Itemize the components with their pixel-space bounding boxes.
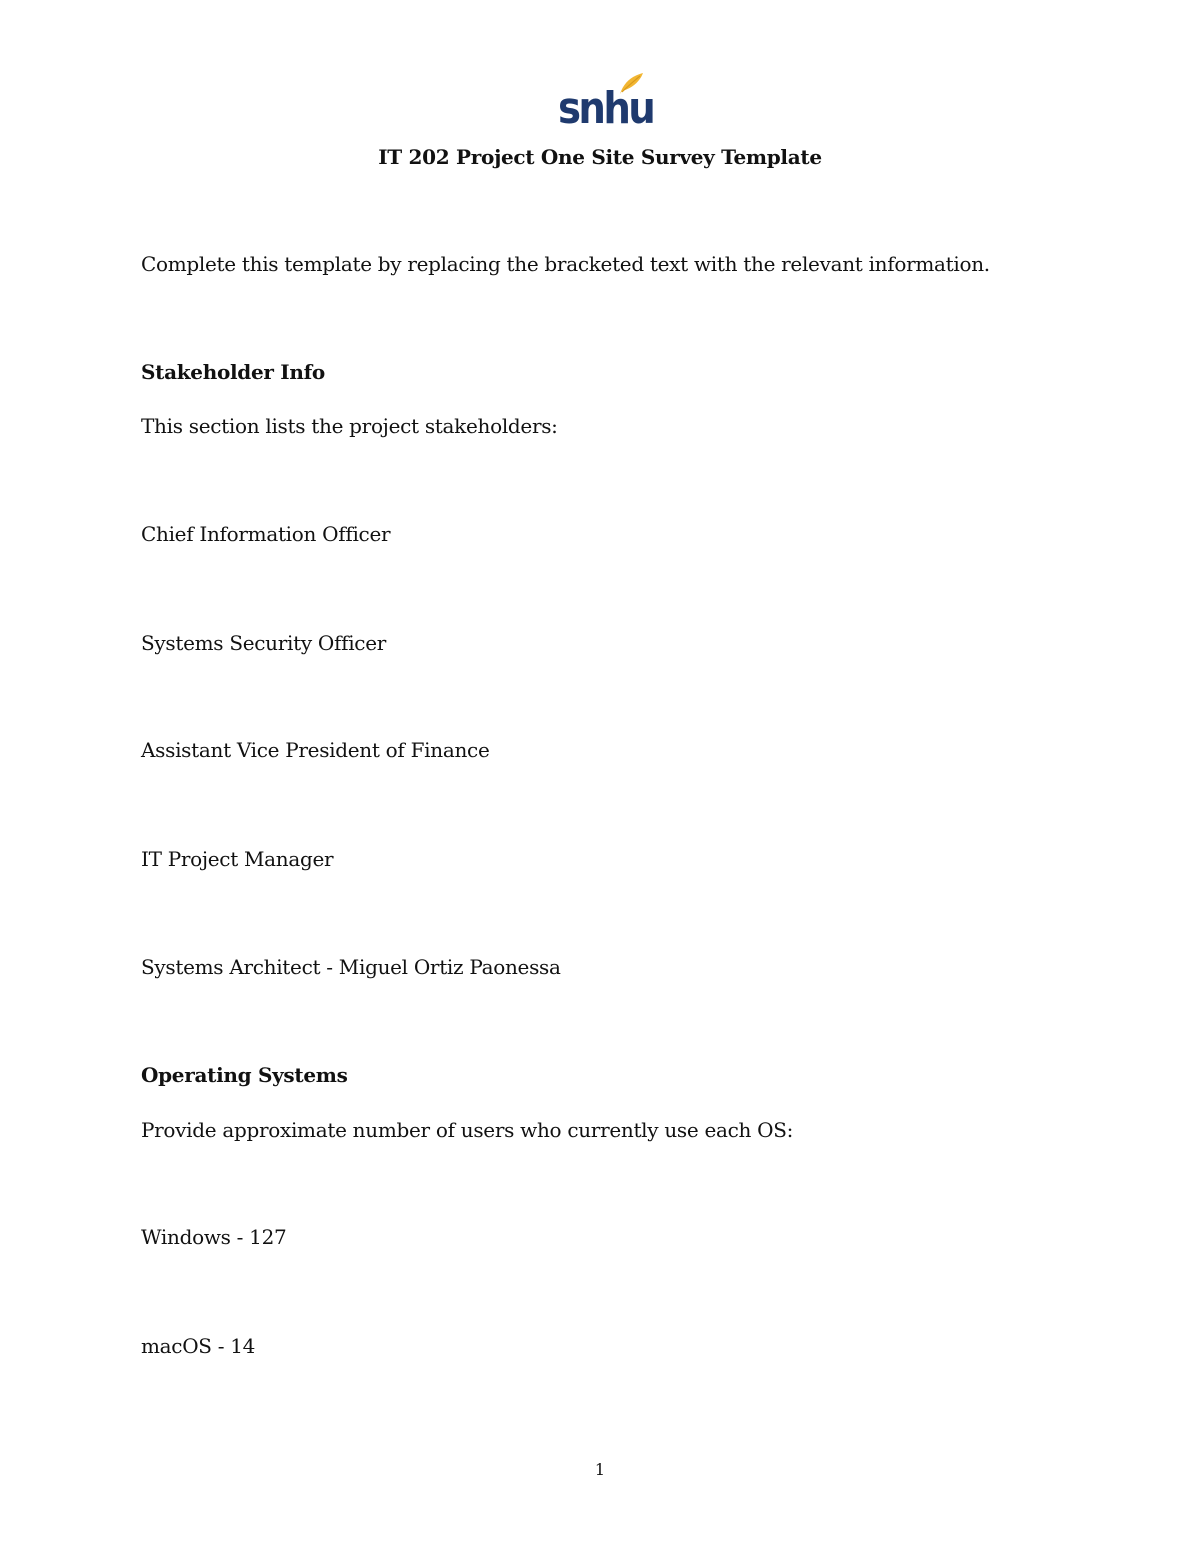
stakeholder-description: This section lists the project stakeholders: <box>141 414 558 438</box>
document-title: IT 202 Project One Site Survey Template <box>378 145 822 169</box>
stakeholder-item: Chief Information Officer <box>141 522 391 546</box>
stakeholder-item: IT Project Manager <box>141 847 334 871</box>
os-item: Windows - 127 <box>141 1225 287 1249</box>
intro-text: Complete this template by replacing the bracketed text with the relevant information. <box>141 252 990 276</box>
stakeholder-item: Systems Architect - Miguel Ortiz Paonessa <box>141 955 561 979</box>
snhu-logo <box>558 72 654 134</box>
os-heading: Operating Systems <box>141 1063 348 1087</box>
stakeholder-item: Systems Security Officer <box>141 631 386 655</box>
stakeholder-item: Assistant Vice President of Finance <box>141 738 490 762</box>
os-description: Provide approximate number of users who currently use each OS: <box>141 1118 794 1142</box>
os-item: macOS - 14 <box>141 1334 256 1358</box>
logo-text: snhu <box>558 83 654 134</box>
stakeholder-heading: Stakeholder Info <box>141 360 325 384</box>
page-number: 1 <box>594 1460 606 1479</box>
